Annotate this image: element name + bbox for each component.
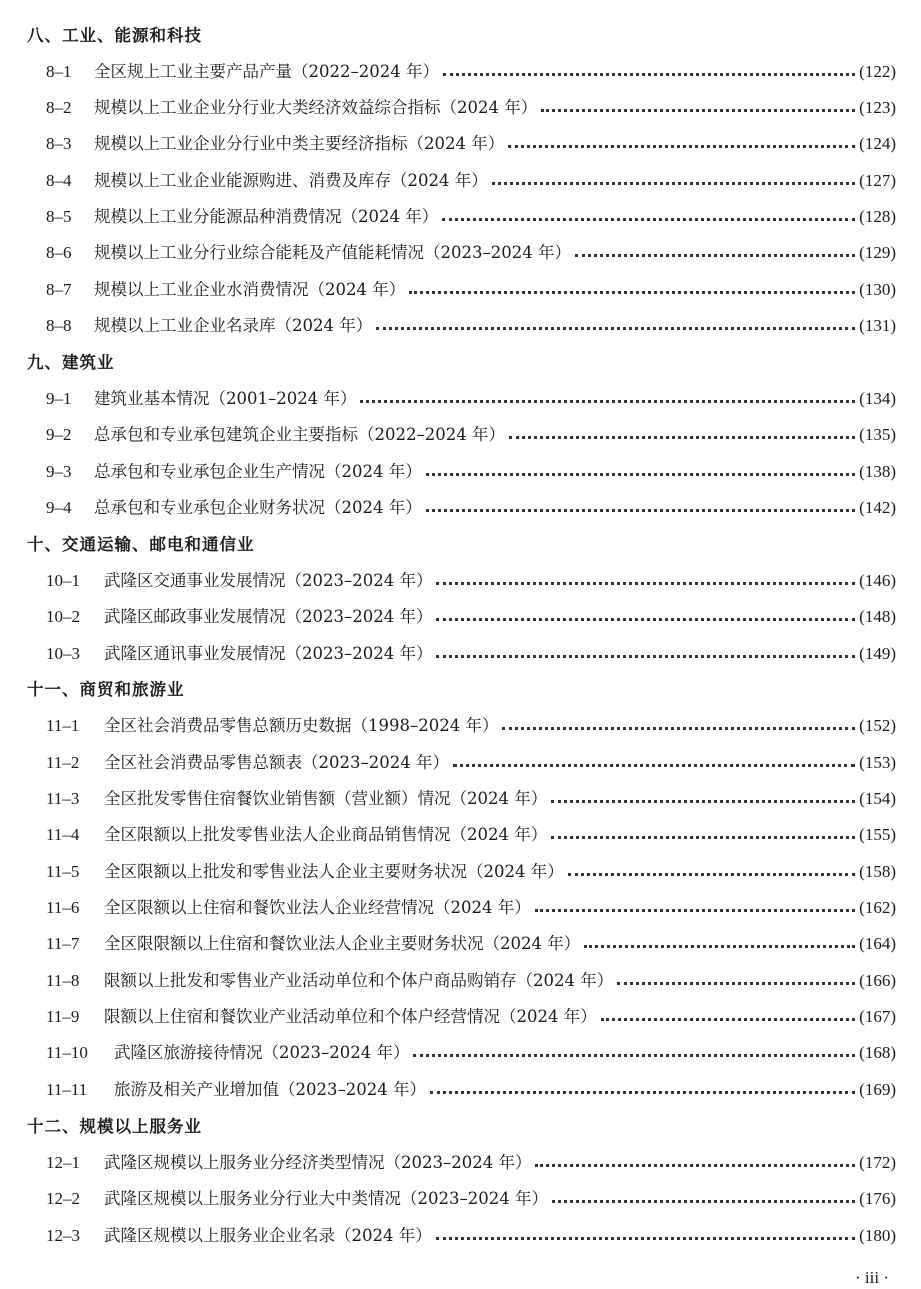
entry-number: 11–9 bbox=[46, 1007, 80, 1026]
dot-leader bbox=[552, 1200, 855, 1203]
toc-entry[interactable] bbox=[46, 496, 896, 520]
entry-title: 武隆区规模以上服务业分行业大中类情况（2023–2024 年） bbox=[104, 1189, 548, 1208]
entry-title: 规模以上工业分行业综合能耗及产值能耗情况（2023–2024 年） bbox=[94, 243, 571, 262]
entry-title: 武隆区邮政事业发展情况（2023–2024 年） bbox=[104, 607, 433, 626]
dot-leader bbox=[436, 618, 855, 621]
entry-number: 9–1 bbox=[46, 389, 72, 408]
entry-page: (122) bbox=[859, 62, 896, 81]
entry-title: 规模以上工业企业分行业大类经济效益综合指标（2024 年） bbox=[94, 98, 538, 117]
entry-number: 11–7 bbox=[46, 934, 80, 953]
entry-number: 11–8 bbox=[46, 971, 80, 990]
entry-title: 武隆区旅游接待情况（2023–2024 年） bbox=[114, 1043, 410, 1062]
dot-leader bbox=[442, 218, 855, 221]
dot-leader bbox=[453, 764, 855, 767]
entry-title: 武隆区通讯事业发展情况（2023–2024 年） bbox=[104, 644, 433, 663]
entry-page: (155) bbox=[859, 825, 896, 844]
entry-title: 规模以上工业分能源品种消费情况（2024 年） bbox=[94, 207, 439, 226]
entry-page: (138) bbox=[859, 462, 896, 481]
entry-page: (130) bbox=[859, 280, 896, 299]
toc-entry[interactable] bbox=[46, 860, 896, 884]
entry-number: 10–3 bbox=[46, 644, 80, 663]
toc-entry[interactable] bbox=[46, 278, 896, 302]
entry-number: 11–2 bbox=[46, 753, 80, 772]
entry-page: (158) bbox=[859, 862, 896, 881]
entry-number: 12–2 bbox=[46, 1189, 80, 1208]
entry-title: 总承包和专业承包企业生产情况（2024 年） bbox=[94, 462, 422, 481]
dot-leader bbox=[551, 836, 855, 839]
dot-leader bbox=[360, 400, 855, 403]
dot-leader bbox=[492, 182, 855, 185]
toc-entry[interactable] bbox=[46, 1151, 896, 1175]
entry-page: (168) bbox=[859, 1043, 896, 1062]
entry-number: 9–2 bbox=[46, 425, 72, 444]
dot-leader bbox=[584, 945, 855, 948]
entry-page: (129) bbox=[859, 243, 896, 262]
toc-entry[interactable] bbox=[46, 969, 896, 993]
entry-number: 9–3 bbox=[46, 462, 72, 481]
entry-number: 8–6 bbox=[46, 243, 72, 262]
dot-leader bbox=[535, 909, 855, 912]
toc-entry[interactable] bbox=[46, 932, 896, 956]
entry-title: 全区社会消费品零售总额历史数据（1998–2024 年） bbox=[104, 716, 499, 735]
dot-leader bbox=[413, 1054, 855, 1057]
entry-page: (142) bbox=[859, 498, 896, 517]
toc-entry[interactable] bbox=[46, 241, 896, 265]
entry-number: 11–11 bbox=[46, 1080, 88, 1099]
dot-leader bbox=[601, 1018, 855, 1021]
entry-number: 8–4 bbox=[46, 171, 72, 190]
dot-leader bbox=[409, 291, 855, 294]
section-heading: 九、建筑业 bbox=[27, 353, 115, 372]
toc-entry[interactable] bbox=[46, 460, 896, 484]
page-folio: · iii · bbox=[855, 1268, 889, 1287]
entry-title: 规模以上工业企业分行业中类主要经济指标（2024 年） bbox=[94, 134, 505, 153]
section-heading: 八、工业、能源和科技 bbox=[27, 26, 202, 45]
toc-entry[interactable] bbox=[46, 751, 896, 775]
entry-page: (180) bbox=[859, 1226, 896, 1245]
entry-number: 8–5 bbox=[46, 207, 72, 226]
toc-entry[interactable] bbox=[46, 896, 896, 920]
toc-entry[interactable] bbox=[46, 823, 896, 847]
dot-leader bbox=[508, 145, 855, 148]
dot-leader bbox=[443, 73, 855, 76]
entry-page: (127) bbox=[859, 171, 896, 190]
entry-page: (146) bbox=[859, 571, 896, 590]
toc-entry[interactable] bbox=[46, 1041, 896, 1065]
toc-entry[interactable] bbox=[46, 1187, 896, 1211]
entry-number: 8–3 bbox=[46, 134, 72, 153]
entry-page: (152) bbox=[859, 716, 896, 735]
entry-title: 建筑业基本情况（2001–2024 年） bbox=[94, 389, 357, 408]
entry-page: (176) bbox=[859, 1189, 896, 1208]
entry-title: 武隆区规模以上服务业企业名录（2024 年） bbox=[104, 1226, 432, 1245]
toc-entry[interactable] bbox=[46, 787, 896, 811]
entry-page: (167) bbox=[859, 1007, 896, 1026]
entry-page: (172) bbox=[859, 1153, 896, 1172]
dot-leader bbox=[568, 873, 855, 876]
entry-number: 8–2 bbox=[46, 98, 72, 117]
entry-title: 全区限限额以上住宿和餐饮业法人企业主要财务状况（2024 年） bbox=[104, 934, 581, 953]
entry-title: 全区限额以上批发零售业法人企业商品销售情况（2024 年） bbox=[104, 825, 548, 844]
entry-page: (134) bbox=[859, 389, 896, 408]
entry-title: 全区社会消费品零售总额表（2023–2024 年） bbox=[104, 753, 449, 772]
toc-entry[interactable] bbox=[46, 1224, 896, 1248]
toc-entry[interactable] bbox=[46, 569, 896, 593]
entry-number: 11–3 bbox=[46, 789, 80, 808]
entry-page: (135) bbox=[859, 425, 896, 444]
entry-page: (123) bbox=[859, 98, 896, 117]
entry-number: 10–1 bbox=[46, 571, 80, 590]
dot-leader bbox=[502, 727, 855, 730]
entry-title: 武隆区交通事业发展情况（2023–2024 年） bbox=[104, 571, 433, 590]
section-heading: 十、交通运输、邮电和通信业 bbox=[27, 535, 255, 554]
toc-entry[interactable] bbox=[46, 642, 896, 666]
dot-leader bbox=[426, 509, 855, 512]
entry-page: (162) bbox=[859, 898, 896, 917]
entry-number: 8–8 bbox=[46, 316, 72, 335]
entry-title: 限额以上批发和零售业产业活动单位和个体户商品购销存（2024 年） bbox=[104, 971, 614, 990]
entry-page: (148) bbox=[859, 607, 896, 626]
toc-entry[interactable] bbox=[46, 169, 896, 193]
toc-entry[interactable] bbox=[46, 605, 896, 629]
entry-title: 全区规上工业主要产品产量（2022–2024 年） bbox=[94, 62, 439, 81]
entry-page: (124) bbox=[859, 134, 896, 153]
entry-title: 武隆区规模以上服务业分经济类型情况（2023–2024 年） bbox=[104, 1153, 532, 1172]
entry-number: 12–1 bbox=[46, 1153, 80, 1172]
entry-page: (153) bbox=[859, 753, 896, 772]
dot-leader bbox=[575, 254, 855, 257]
entry-title: 规模以上工业企业水消费情况（2024 年） bbox=[94, 280, 406, 299]
dot-leader bbox=[617, 982, 855, 985]
entry-number: 11–6 bbox=[46, 898, 80, 917]
entry-page: (149) bbox=[859, 644, 896, 663]
toc-entry[interactable] bbox=[46, 714, 896, 738]
section-heading: 十一、商贸和旅游业 bbox=[27, 680, 185, 699]
entry-title: 全区批发零售住宿餐饮业销售额（营业额）情况（2024 年） bbox=[104, 789, 548, 808]
dot-leader bbox=[376, 327, 855, 330]
entry-page: (128) bbox=[859, 207, 896, 226]
entry-title: 规模以上工业企业能源购进、消费及库存（2024 年） bbox=[94, 171, 488, 190]
toc-entry[interactable] bbox=[46, 132, 896, 156]
entry-number: 12–3 bbox=[46, 1226, 80, 1245]
entry-page: (164) bbox=[859, 934, 896, 953]
dot-leader bbox=[430, 1091, 855, 1094]
entry-number: 8–1 bbox=[46, 62, 72, 81]
dot-leader bbox=[436, 582, 855, 585]
entry-page: (169) bbox=[859, 1080, 896, 1099]
dot-leader bbox=[535, 1164, 855, 1167]
entry-title: 规模以上工业企业名录库（2024 年） bbox=[94, 316, 373, 335]
section-heading: 十二、规模以上服务业 bbox=[27, 1117, 202, 1136]
entry-title: 旅游及相关产业增加值（2023–2024 年） bbox=[114, 1080, 426, 1099]
dot-leader bbox=[541, 109, 855, 112]
entry-title: 限额以上住宿和餐饮业产业活动单位和个体户经营情况（2024 年） bbox=[104, 1007, 597, 1026]
dot-leader bbox=[509, 436, 855, 439]
entry-number: 11–10 bbox=[46, 1043, 88, 1062]
toc-entry[interactable] bbox=[46, 96, 896, 120]
toc-entry[interactable] bbox=[46, 387, 896, 411]
dot-leader bbox=[426, 473, 855, 476]
entry-number: 11–5 bbox=[46, 862, 80, 881]
toc-entry[interactable] bbox=[46, 423, 896, 447]
dot-leader bbox=[551, 800, 855, 803]
entry-title: 全区限额以上住宿和餐饮业法人企业经营情况（2024 年） bbox=[104, 898, 531, 917]
entry-page: (166) bbox=[859, 971, 896, 990]
entry-number: 11–4 bbox=[46, 825, 80, 844]
toc-entry[interactable] bbox=[46, 314, 896, 338]
toc-entry[interactable] bbox=[46, 1005, 896, 1029]
entry-title: 总承包和专业承包企业财务状况（2024 年） bbox=[94, 498, 422, 517]
toc-entry[interactable] bbox=[46, 60, 896, 84]
dot-leader bbox=[436, 655, 855, 658]
entry-title: 总承包和专业承包建筑企业主要指标（2022–2024 年） bbox=[94, 425, 505, 444]
entry-number: 8–7 bbox=[46, 280, 72, 299]
entry-title: 全区限额以上批发和零售业法人企业主要财务状况（2024 年） bbox=[104, 862, 564, 881]
entry-page: (131) bbox=[859, 316, 896, 335]
toc-entry[interactable] bbox=[46, 1078, 896, 1102]
entry-number: 11–1 bbox=[46, 716, 80, 735]
dot-leader bbox=[436, 1237, 855, 1240]
entry-number: 9–4 bbox=[46, 498, 72, 517]
entry-number: 10–2 bbox=[46, 607, 80, 626]
entry-page: (154) bbox=[859, 789, 896, 808]
toc-entry[interactable] bbox=[46, 205, 896, 229]
